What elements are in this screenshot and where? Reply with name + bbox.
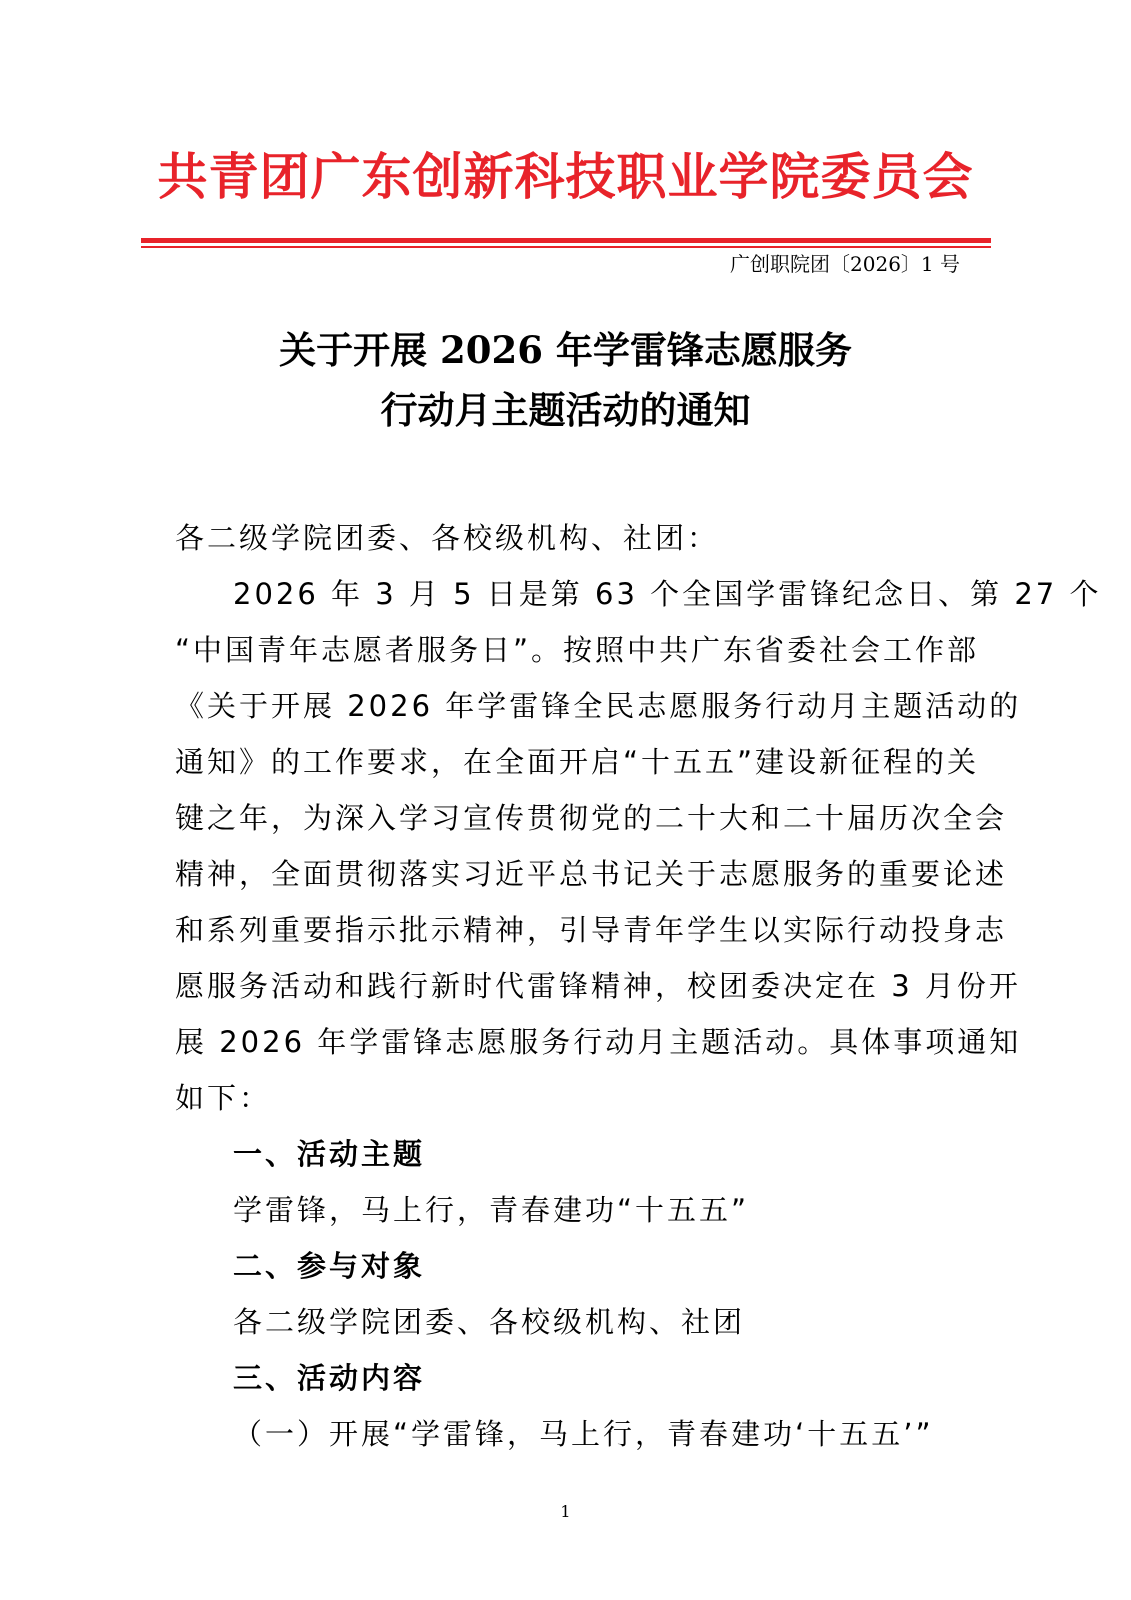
title-line-1: 关于开展 2026 年学雷锋志愿服务 [279, 328, 852, 372]
document-title [0, 320, 1131, 440]
intro-line: 键之年，为深入学习宣传贯彻党的二十大和二十届历次全会 [175, 801, 1008, 835]
section-content-theme: 学雷锋，马上行，青春建功“十五五” [233, 1193, 750, 1227]
intro-line: 通知》的工作要求，在全面开启“十五五”建设新征程的关 [175, 745, 980, 779]
intro-line: 精神，全面贯彻落实习近平总书记关于志愿服务的重要论述 [175, 857, 1008, 891]
document-number: 广创职院团〔2026〕1 号 [730, 252, 960, 276]
intro-line: 2026 年 3 月 5 日是第 63 个全国学雷锋纪念日、第 27 个 [233, 577, 1102, 611]
header-red-rule-thick [141, 238, 991, 243]
intro-line: 展 2026 年学雷锋志愿服务行动月主题活动。具体事项通知 [175, 1025, 1022, 1059]
document-body [175, 510, 1102, 1462]
section-content-participants: 各二级学院团委、各校级机构、社团 [233, 1305, 746, 1339]
section-content-item-1: （一）开展“学雷锋，马上行，青春建功‘十五五’” [233, 1417, 934, 1451]
intro-line: 愿服务活动和践行新时代雷锋精神，校团委决定在 3 月份开 [175, 969, 1021, 1003]
section-heading-content: 三、活动内容 [233, 1361, 426, 1395]
salutation: 各二级学院团委、各校级机构、社团： [175, 521, 720, 555]
intro-line: “中国青年志愿者服务日”。按照中共广东省委社会工作部 [175, 633, 980, 667]
issuing-organization-header: 共青团广东创新科技职业学院委员会 [157, 148, 974, 206]
intro-line: 《关于开展 2026 年学雷锋全民志愿服务行动月主题活动的 [175, 689, 1022, 723]
section-heading-theme: 一、活动主题 [233, 1137, 426, 1171]
page-number: 1 [560, 1502, 571, 1521]
section-heading-participants: 二、参与对象 [233, 1249, 426, 1283]
intro-line: 和系列重要指示批示精神，引导青年学生以实际行动投身志 [175, 913, 1008, 947]
title-line-2: 行动月主题活动的通知 [380, 388, 751, 432]
intro-line: 如下： [175, 1081, 272, 1115]
